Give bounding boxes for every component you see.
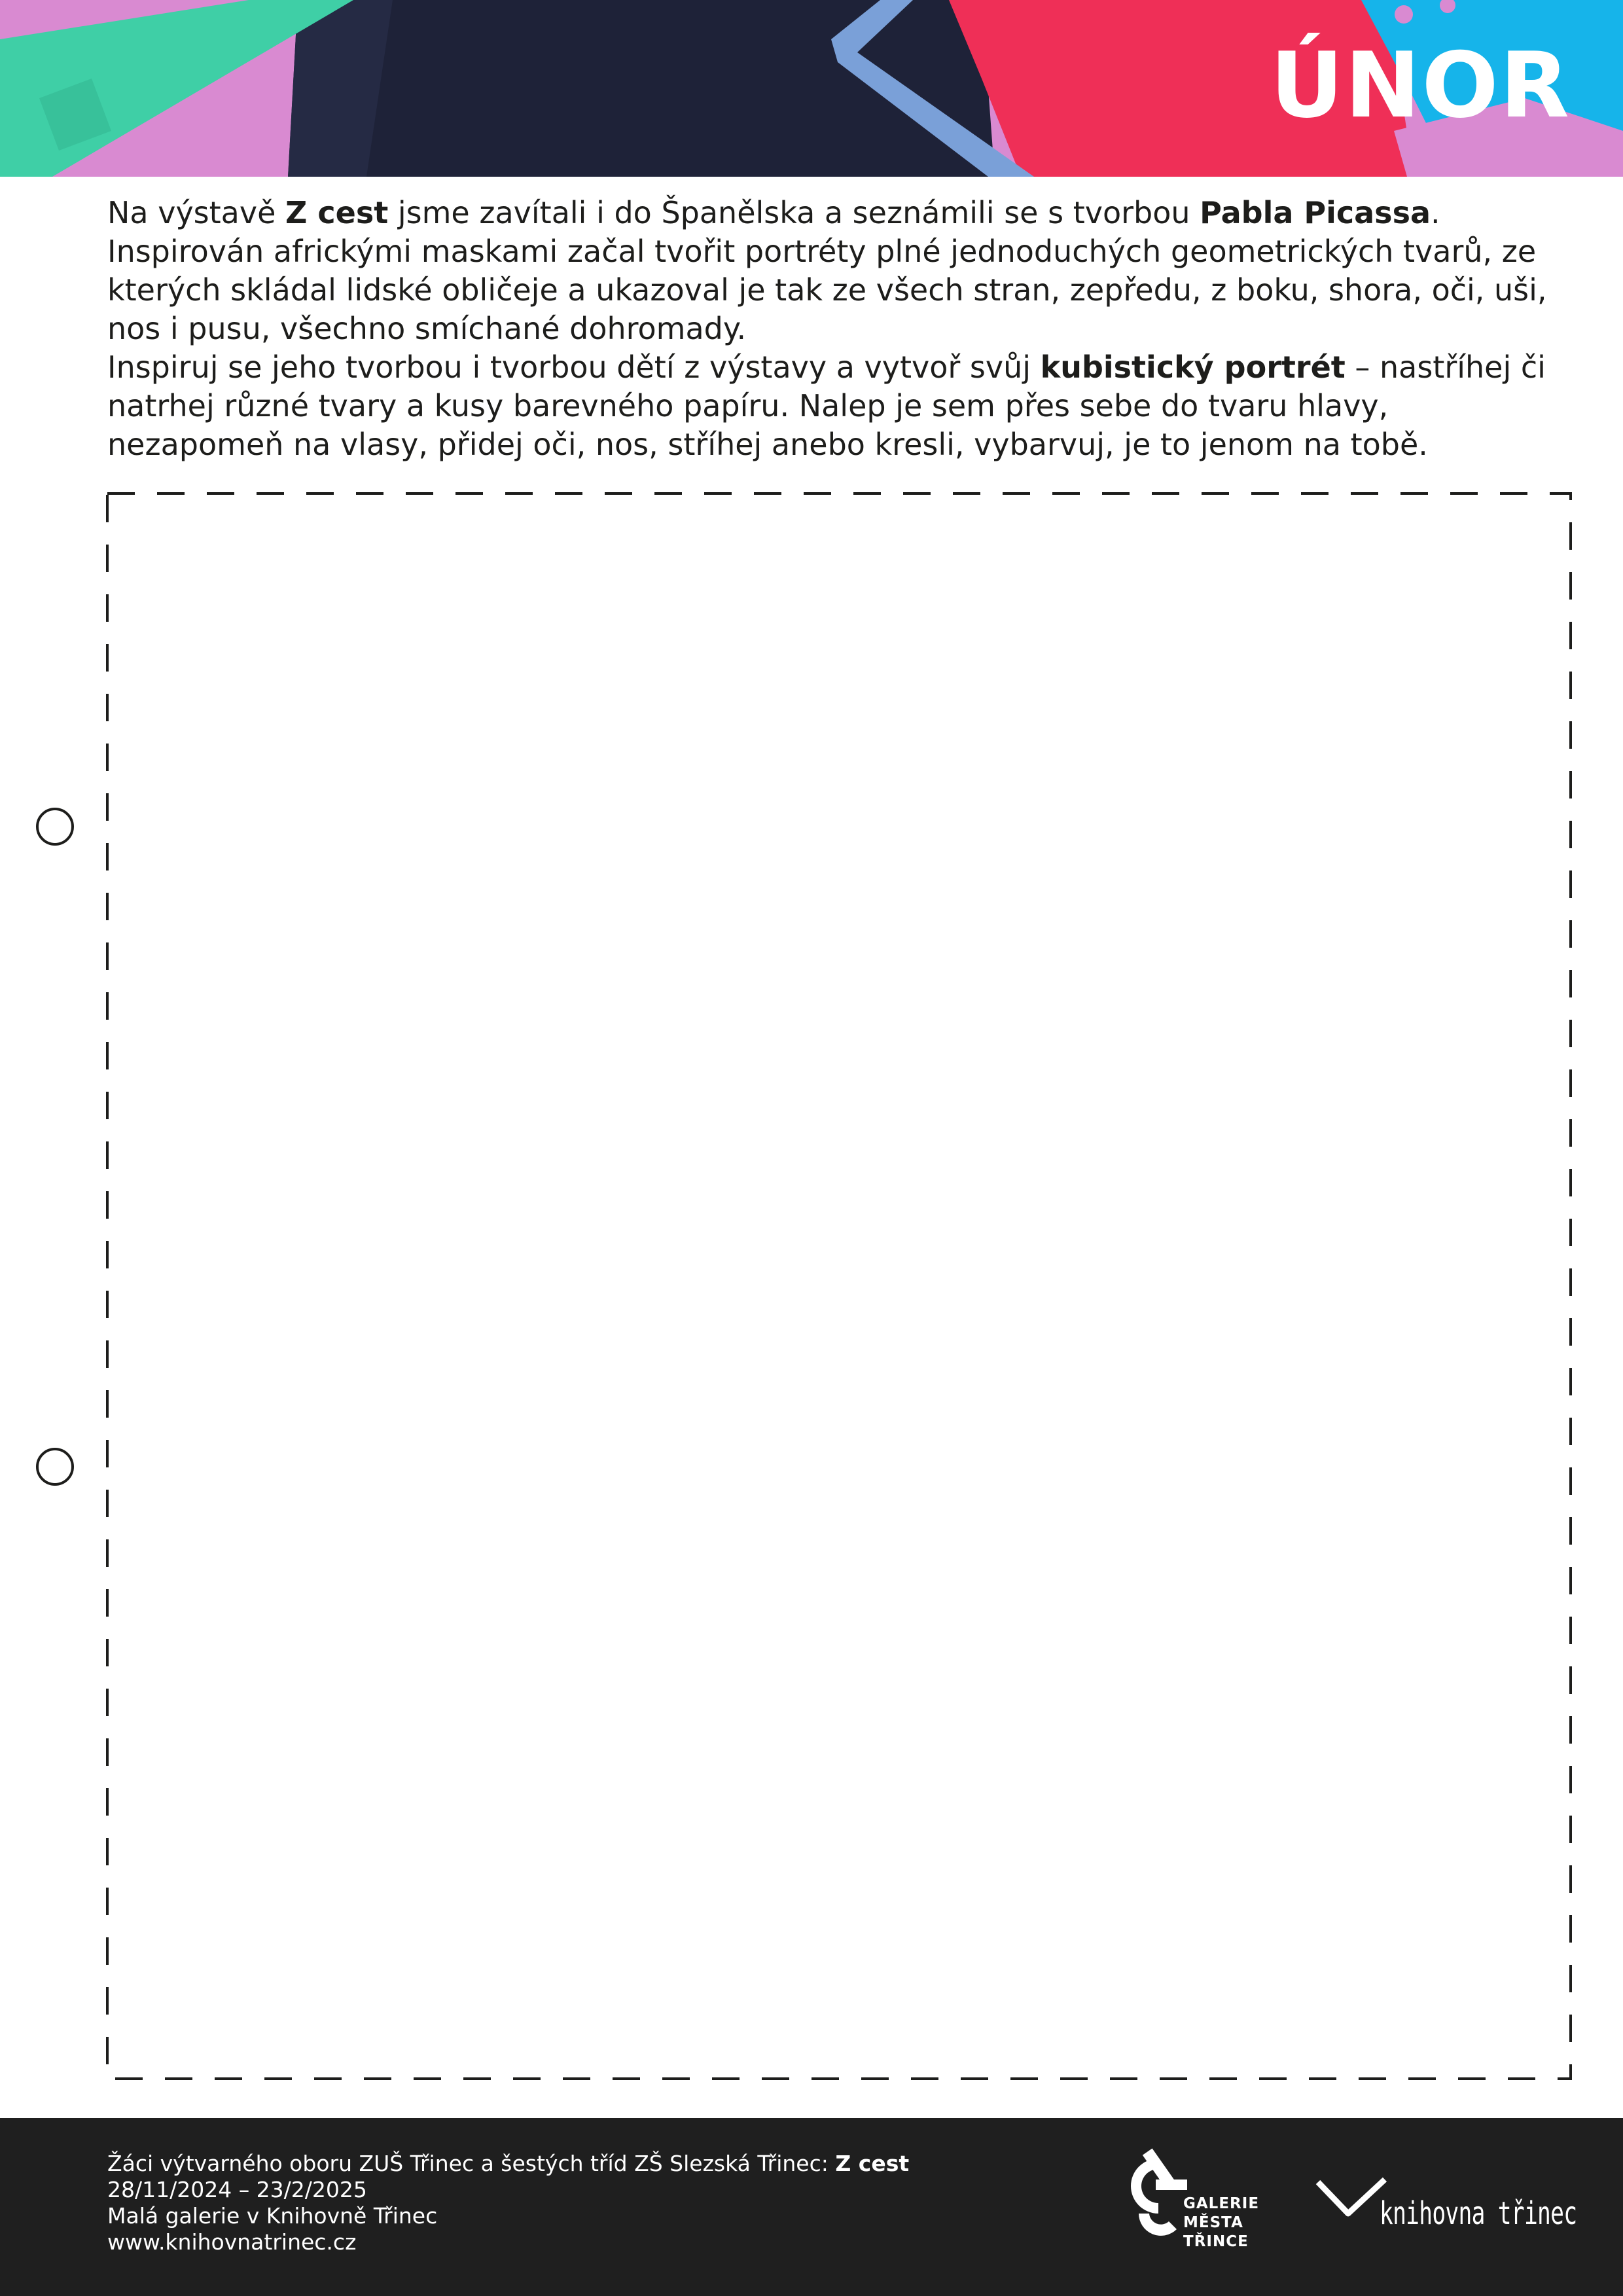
footer-dates: 28/11/2024 – 23/2/2025 [107, 2177, 367, 2202]
footer-info [107, 2151, 909, 2255]
intro-paragraph-2: Inspiruj se jeho tvorbou i tvorbou dětí z výstavy a vytvoř svůj kubistický portrét – nastříhej či natrhej různé tvary a kusy barevného papíru. Nalep je sem přes sebe do tvaru hlavy, nezapomeň na vlasy, přidej oči, nos, stříhej anebo kresli, vybarvuj, je to jenom na tobě. [107, 350, 1546, 462]
intro-paragraph-1: Na výstavě Z cest jsme zavítali i do Španělska a seznámili se s tvorbou Pabla Picassa. Inspirován africkými maskami začal tvořit portréty plné jednoduchých geometrických tvarů, ze kterých skládal lidské obličeje a ukazoval je tak ze všech stran, zepředu, z boku, shora, oči, uši, nos i pusu, všechno smíchané dohromady. [107, 195, 1547, 346]
header-collage [0, 0, 1623, 177]
footer [0, 2118, 1623, 2296]
punch-hole-top [36, 808, 74, 846]
library-logo-text: knihovna třinec [1380, 2195, 1577, 2232]
footer-venue: Malá galerie v Knihovně Třinec [107, 2203, 438, 2229]
footer-website[interactable]: www.knihovnatrinec.cz [107, 2229, 357, 2255]
month-title: ÚNOR [1270, 33, 1571, 138]
task-name: kubistický portrét [1040, 350, 1346, 385]
instructions-text [107, 194, 1567, 464]
exhibition-name: Z cest [285, 195, 389, 230]
artist-name: Pabla Picassa [1200, 195, 1431, 230]
collage-area-frame[interactable] [106, 492, 1572, 2080]
gallery-logo-text: GALERIE MĚSTA TŘINCE [1183, 2195, 1260, 2250]
punch-hole-bottom [36, 1448, 74, 1486]
footer-credit: Žáci výtvarného oboru ZUŠ Třinec a šestých tříd ZŠ Slezská Třinec: Z cest [107, 2151, 910, 2176]
